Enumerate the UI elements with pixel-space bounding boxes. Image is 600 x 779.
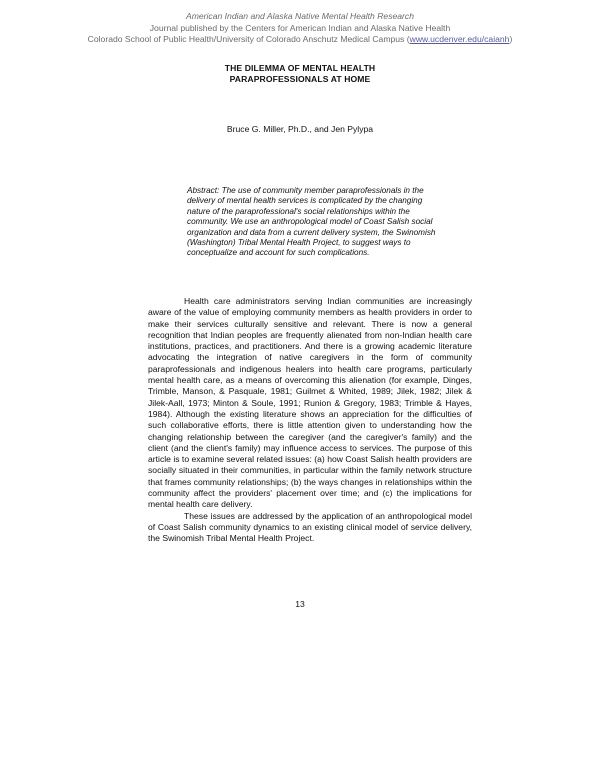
publisher-line: Journal published by the Centers for American Indian and Alaska Native Health xyxy=(149,23,451,33)
school-line-text: Colorado School of Public Health/University of Colorado Anschutz Medical Campus ( xyxy=(87,34,410,44)
body-text xyxy=(148,296,472,545)
abstract xyxy=(187,186,443,259)
article-title-line-2: PARAPROFESSIONALS AT HOME xyxy=(229,74,371,84)
abstract-text: Abstract: The use of community member paraprofessionals in the delivery of mental health services is complicated by the changing nature of the paraprofessional's social relationships within the community. We use an anthropological model of Coast Salish social organization and data from a current delivery system, the Swinomish (Washington) Tribal Mental Health Project, to suggest ways to conceptualize and account for such complications. xyxy=(187,186,436,258)
journal-title: American Indian and Alaska Native Mental Health Research xyxy=(185,11,414,21)
school-line xyxy=(0,34,600,45)
article-title-line-1: THE DILEMMA OF MENTAL HEALTH xyxy=(224,63,376,73)
school-line-close: ) xyxy=(509,34,513,44)
journal-url-link[interactable]: www.ucdenver.edu/caianh xyxy=(409,34,510,44)
page-number: 13 xyxy=(295,599,305,609)
article-title xyxy=(0,63,600,85)
body-paragraph-1: Health care administrators serving Indian communities are increasingly aware of the value of employing community members as health providers in order to make their services culturally sensitive and relevant. There is now a general recognition that Indian peoples are frequently alienated from non-Indian health care institutions, practices, and practitioners. And there is a growing academic literature advocating the integration of native caregivers in the form of community paraprofessionals and indigenous healers into health care programs, particularly mental health care, as a means of overcoming this alienation (for example, Dinges, Trimble, Manson, & Pasquale, 1981; Guilmet & Whited, 1989; Jilek, 1982; Jilek & Jilek-Aall, 1973; Minton & Soule, 1991; Runion & Gregory, 1983; Trimble & Hayes, 1984). Although the existing literature shows an appreciation for the difficulties of such collaborative efforts, there is little attention given to understanding how the changing relationship between the caregiver (and the caregiver's family) and the client (and the client's family) may influence access to services. The purpose of this article is to examine several related issues: (a) how Coast Salish health providers are socially situated in their communities, in particular within the family network structure that frames community relationships; (b) the ways changes in relationships within the community affect the providers' placement over time; and (c) the implications for mental health care delivery. xyxy=(148,296,472,510)
body-paragraph-2: These issues are addressed by the application of an anthropological model of Coast Salish community dynamics to an existing clinical model of service delivery, the Swinomish Tribal Mental Health Project. xyxy=(148,510,472,544)
authors: Bruce G. Miller, Ph.D., and Jen Pylypa xyxy=(226,124,374,134)
